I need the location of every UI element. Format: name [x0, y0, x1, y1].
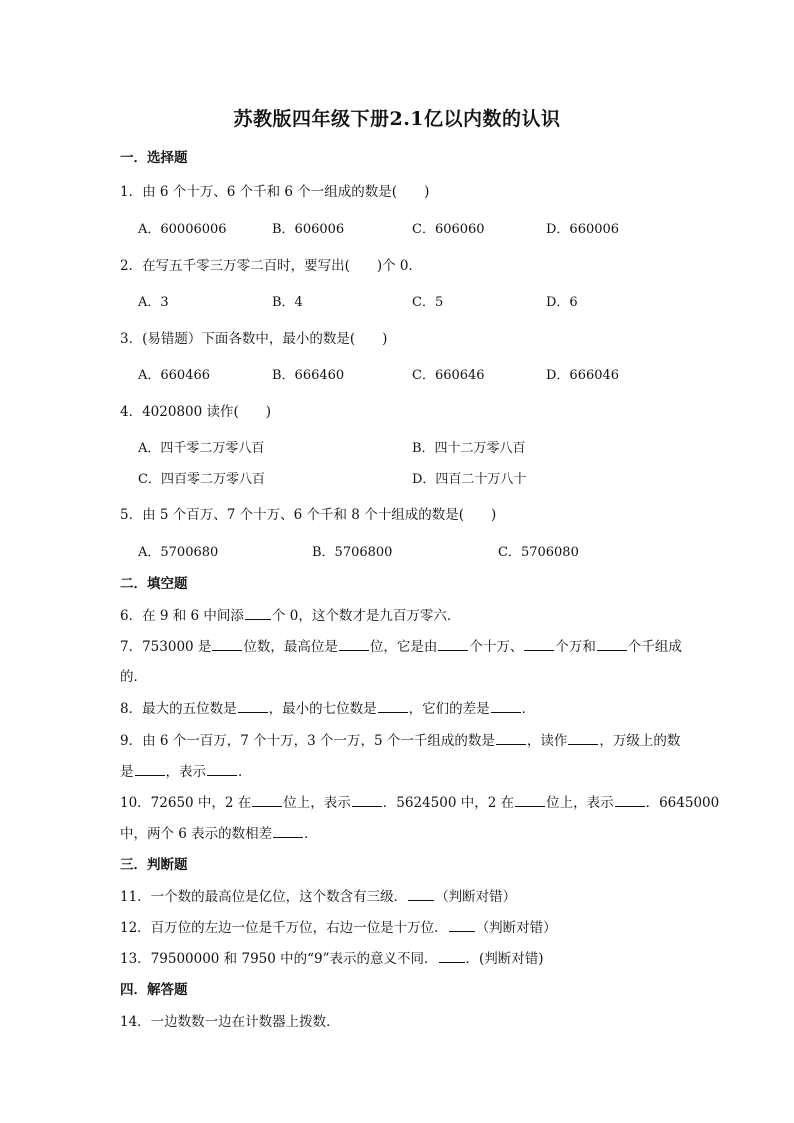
q13-text-2: ．(判断对错) — [465, 951, 544, 967]
section-heading-choice: 一．选择题 — [120, 150, 188, 166]
q2-option-d: D．6 — [546, 295, 578, 310]
q7-text-6: 个千组成 — [627, 639, 682, 655]
question-11 — [120, 885, 516, 905]
question-9-line-2 — [120, 760, 252, 780]
q9-text-1: 9．由 6 个一百万，7 个十万，3 个一万，5 个一千组成的数是 — [120, 733, 495, 749]
answer-blank[interactable] — [135, 762, 165, 776]
answer-blank[interactable] — [439, 949, 465, 963]
answer-blank[interactable] — [273, 824, 303, 838]
q12-text-1: 12．百万位的左边一位是千万位，右边一位是十万位． — [120, 920, 448, 936]
answer-blank[interactable] — [339, 637, 369, 651]
document-title: 苏教版四年级下册2.1亿以内数的认识 — [233, 108, 561, 130]
question-1: 1．由 6 个十万、6 个千和 6 个一组成的数是( ) — [120, 184, 430, 200]
answer-blank[interactable] — [438, 637, 468, 651]
answer-blank[interactable] — [524, 637, 554, 651]
section-heading-fill: 二．填空题 — [120, 576, 188, 592]
q1-option-b: B．606006 — [272, 222, 345, 237]
question-10-line-2 — [120, 822, 318, 842]
q1-option-c: C．606060 — [412, 222, 485, 237]
answer-blank[interactable] — [597, 637, 627, 651]
answer-blank[interactable] — [408, 887, 434, 901]
q8-text-3: ，它们的差是 — [408, 701, 490, 717]
answer-blank[interactable] — [568, 731, 598, 745]
q5-option-c: C．5706080 — [498, 545, 579, 560]
q9-text-2: ，读作 — [526, 733, 568, 749]
q4-option-c: C．四百零二万零八百 — [138, 472, 265, 487]
q13-text-1: 13．79500000 和 7950 中的“9”表示的意义不同． — [120, 951, 438, 967]
q10-text-5: ．6645000 — [645, 795, 720, 811]
question-2: 2．在写五千零三万零二百时，要写出( )个 0． — [120, 258, 423, 274]
q1-option-d: D．660006 — [546, 222, 620, 237]
question-7-line-2: 的． — [120, 669, 147, 685]
question-9-line-1 — [120, 729, 680, 749]
answer-blank[interactable] — [615, 793, 645, 807]
q9-text-6: ． — [238, 764, 252, 780]
q5-option-a: A．5700680 — [138, 545, 219, 560]
answer-blank[interactable] — [496, 731, 526, 745]
q9-text-4: 是 — [120, 764, 134, 780]
q2-option-c: C．5 — [412, 295, 444, 310]
question-5: 5．由 5 个百万、7 个十万、6 个千和 8 个十组成的数是( ) — [120, 507, 497, 523]
q7-text-3: 位，它是由 — [369, 639, 438, 655]
q10-text-4: 位上，表示 — [546, 795, 614, 811]
answer-blank[interactable] — [212, 637, 242, 651]
answer-blank[interactable] — [252, 793, 282, 807]
q2-option-a: A．3 — [138, 295, 169, 310]
section-heading-judge: 三．判断题 — [120, 857, 188, 873]
answer-blank[interactable] — [378, 699, 408, 713]
q6-text-1: 6．在 9 和 6 中间添 — [120, 608, 244, 624]
q2-option-b: B．4 — [272, 295, 303, 310]
q4-option-a: A．四千零二万零八百 — [138, 441, 265, 456]
question-6 — [120, 604, 460, 624]
q3-option-d: D．666046 — [546, 368, 620, 383]
q12-text-2: （判断对错） — [475, 920, 557, 936]
answer-blank[interactable] — [207, 762, 237, 776]
question-3: 3．(易错题）下面各数中，最小的数是( ) — [120, 331, 388, 347]
q8-text-2: ，最小的七位数是 — [268, 701, 377, 717]
q4-option-d: D．四百二十万八十 — [412, 472, 527, 487]
q10-text-1: 10．72650 中，2 在 — [120, 795, 252, 811]
answer-blank[interactable] — [352, 793, 382, 807]
question-8 — [120, 697, 535, 717]
q10-text-2: 位上，表示 — [283, 795, 351, 811]
q3-option-b: B．666460 — [272, 368, 345, 383]
q9-text-3: ，万级上的数 — [599, 733, 681, 749]
q9-text-5: ，表示 — [165, 764, 206, 780]
answer-blank[interactable] — [515, 793, 545, 807]
question-13 — [120, 947, 544, 967]
q10-text-6: 中，两个 6 表示的数相差 — [120, 826, 273, 842]
q3-option-c: C．660646 — [412, 368, 485, 383]
q7-text-4: 个十万、 — [469, 639, 524, 655]
section-heading-solve: 四．解答题 — [120, 982, 188, 998]
answer-blank[interactable] — [491, 699, 521, 713]
q8-text-4: ． — [521, 701, 536, 717]
answer-blank[interactable] — [245, 606, 271, 620]
question-14: 14．一边数数一边在计数器上拨数． — [120, 1014, 340, 1030]
q7-text-5: 个万和 — [555, 639, 596, 655]
answer-blank[interactable] — [449, 918, 475, 932]
q8-text-1: 8．最大的五位数是 — [120, 701, 237, 717]
answer-blank[interactable] — [238, 699, 268, 713]
q7-text-1: 7．753000 是 — [120, 639, 212, 655]
q4-option-b: B．四十二万零八百 — [412, 441, 526, 456]
q10-text-3: ．5624500 中，2 在 — [382, 795, 515, 811]
q3-option-a: A．660466 — [138, 368, 211, 383]
q10-text-7: ． — [304, 826, 318, 842]
question-4: 4．4020800 读作( ) — [120, 404, 272, 420]
q5-option-b: B．5706800 — [312, 545, 393, 560]
q7-text-2: 位数，最高位是 — [243, 639, 338, 655]
q1-option-a: A．60006006 — [138, 222, 227, 237]
question-12 — [120, 916, 557, 936]
q11-text-1: 11．一个数的最高位是亿位，这个数含有三级． — [120, 889, 408, 905]
q6-text-2: 个 0，这个数才是九百万零六． — [271, 608, 461, 624]
question-10-line-1 — [120, 791, 719, 811]
q11-text-2: （判断对错） — [435, 889, 517, 905]
question-7-line-1 — [120, 635, 682, 655]
